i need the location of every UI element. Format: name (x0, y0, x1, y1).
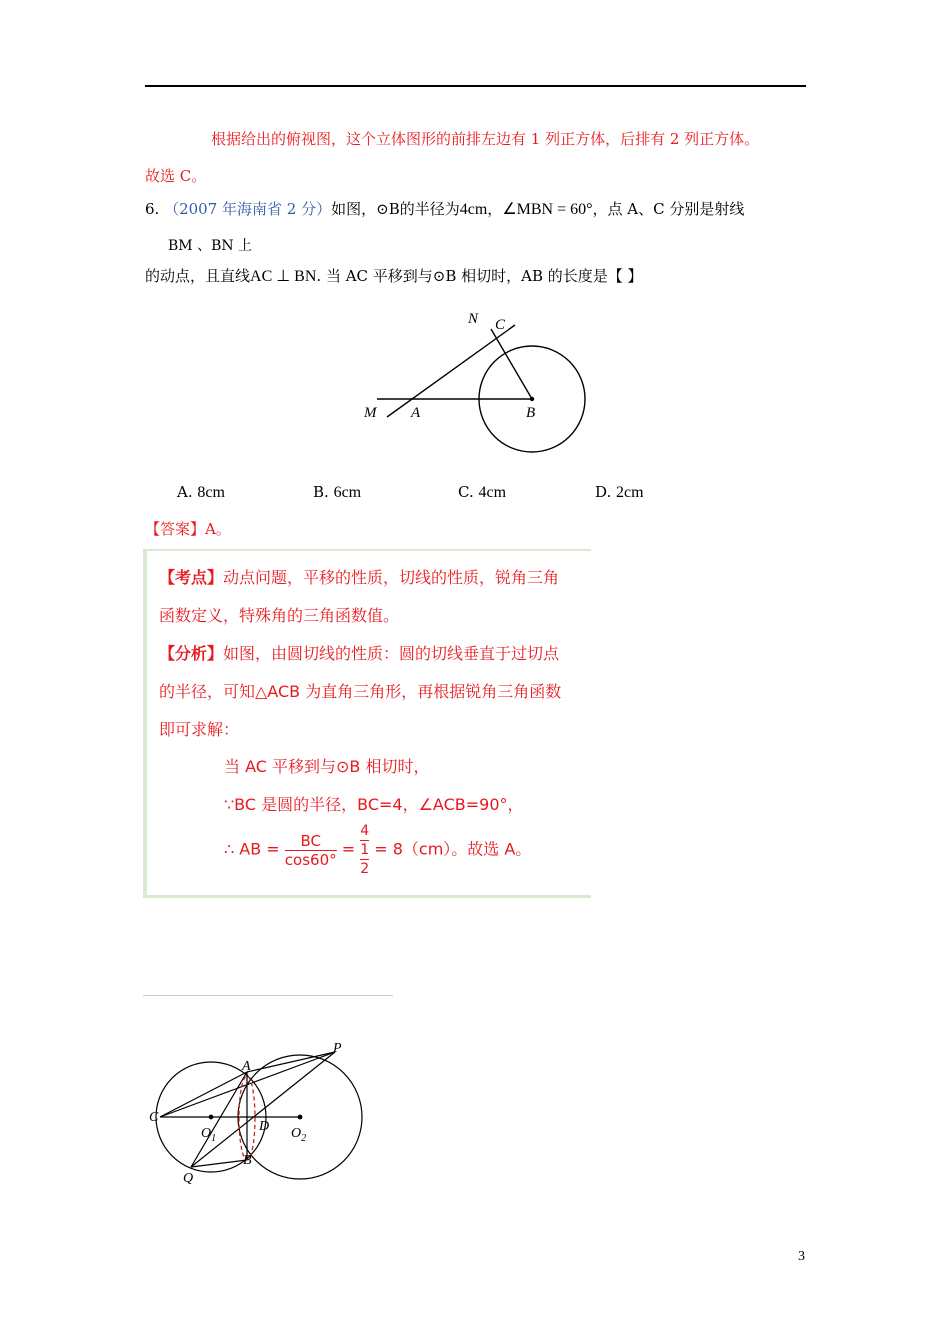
point-o1 (209, 1115, 214, 1120)
fig2-label-b: B (243, 1153, 252, 1168)
label-a: A (411, 405, 421, 421)
answer-line: 【答案】A。 (145, 520, 231, 538)
segment-bc (491, 329, 532, 399)
option-a (177, 483, 225, 502)
fenxi-tag: 【分析】 (159, 644, 224, 663)
frac-den-1: 1 (360, 842, 370, 858)
analysis-box (143, 549, 591, 898)
prev-answer-line1: 根据给出的俯视图，这个立体图形的前排左边有 1 列正方体，后排有 2 列正方体。 (211, 130, 760, 148)
page-number: 3 (798, 1249, 805, 1264)
ray-bn (387, 325, 515, 417)
fig2-label-p: P (333, 1041, 342, 1056)
angle-expr: ∠MBN = 60° (502, 201, 593, 218)
option-b-label: B. (313, 483, 329, 501)
frac-den-2: 2 (360, 861, 370, 877)
fig2-label-o1-main: O (201, 1126, 212, 1141)
fraction-bc-cos (285, 832, 337, 869)
option-c-label: C. (458, 483, 474, 501)
option-b-value: 6cm (333, 484, 362, 501)
question-line3-b: . 当 AC 平移到与⊙B 相切时，AB 的长度是【 】 (316, 267, 643, 285)
step3-suffix: = 8（cm）。故选 A。 (374, 839, 532, 859)
question-text-a: 如图， (331, 200, 377, 218)
question-number: 6. (145, 200, 160, 218)
fig2-label-q: Q (183, 1171, 194, 1185)
perp-expr: AC ⊥ BN (250, 268, 317, 285)
header-rule (145, 85, 806, 87)
fenxi-text1: 如图，由圆切线的性质：圆的切线垂直于过切点 (223, 644, 560, 663)
frac-den-cos: cos60° (284, 850, 337, 869)
step3-prefix: ∴ AB = (224, 839, 280, 859)
fig2-label-o2 (291, 1126, 306, 1144)
option-d (595, 483, 644, 502)
fig2-label-o2-sub: 2 (301, 1133, 307, 1144)
point-o2 (298, 1115, 303, 1120)
option-c-value: 4cm (478, 484, 507, 501)
step1-line: 当 AC 平移到与⊙B 相切时， (224, 757, 430, 776)
question-source: （2007 年海南省 2 分） (164, 200, 332, 218)
question-line3 (145, 265, 643, 286)
geometry-figure-2 (143, 1040, 393, 1185)
question-line2: BM 、BN 上 (168, 238, 253, 254)
line-q-p (191, 1052, 335, 1167)
question-text-b: 的半径为 (399, 200, 460, 218)
kaodian-line2: 函数定义，特殊角的三角函数值。 (159, 606, 400, 625)
radius-value: 4cm (459, 201, 488, 218)
fenxi-line3: 即可求解： (159, 720, 240, 739)
point-b (530, 397, 534, 401)
fenxi-line1 (159, 641, 559, 664)
label-c: C (495, 317, 506, 333)
kaodian-text1: 动点问题，平移的性质，切线的性质，锐角三角 (223, 568, 560, 587)
fig2-label-a: A (242, 1059, 251, 1074)
fraction-4-half (360, 822, 369, 878)
step3-line (224, 822, 531, 878)
fenxi-line2: 的半径，可知△ACB 为直角三角形，再根据锐角三角函数 (159, 682, 562, 701)
option-a-label: A. (177, 483, 193, 501)
question-line3-a: 的动点，且直线 (145, 267, 251, 285)
fig2-label-c: C (149, 1110, 159, 1125)
option-a-value: 8cm (197, 484, 225, 501)
circle-b: ⊙B (376, 200, 400, 218)
label-b: B (526, 405, 536, 421)
label-m: M (364, 405, 377, 421)
question-line1: 6. （2007 年海南省 2 分）如图，⊙B的半径为4cm，∠MBN = 60°，点 A、C 分别是射线 (145, 200, 745, 218)
fig2-label-d: D (259, 1119, 270, 1134)
step3-eq: = (341, 839, 356, 859)
frac-num-4: 4 (360, 823, 370, 839)
option-c (458, 483, 506, 502)
geometry-figure-1 (355, 305, 595, 455)
step2-line: ∵BC 是圆的半径，BC=4，∠ACB=90°， (224, 795, 524, 814)
prev-answer-line2: 故选 C。 (145, 167, 207, 185)
label-n: N (468, 311, 479, 327)
option-d-label: D. (595, 483, 612, 501)
figure2-separator (143, 995, 393, 996)
question-text-c: ，点 A、C 分别是射线 (592, 200, 745, 218)
option-b (313, 483, 361, 502)
fig2-label-o2-main: O (291, 1126, 302, 1141)
kaodian-tag: 【考点】 (159, 568, 224, 587)
kaodian-line1 (159, 565, 559, 588)
fig2-label-o1-sub: 1 (211, 1133, 217, 1144)
option-d-value: 2cm (616, 484, 644, 501)
frac-num-bc: BC (300, 831, 321, 850)
